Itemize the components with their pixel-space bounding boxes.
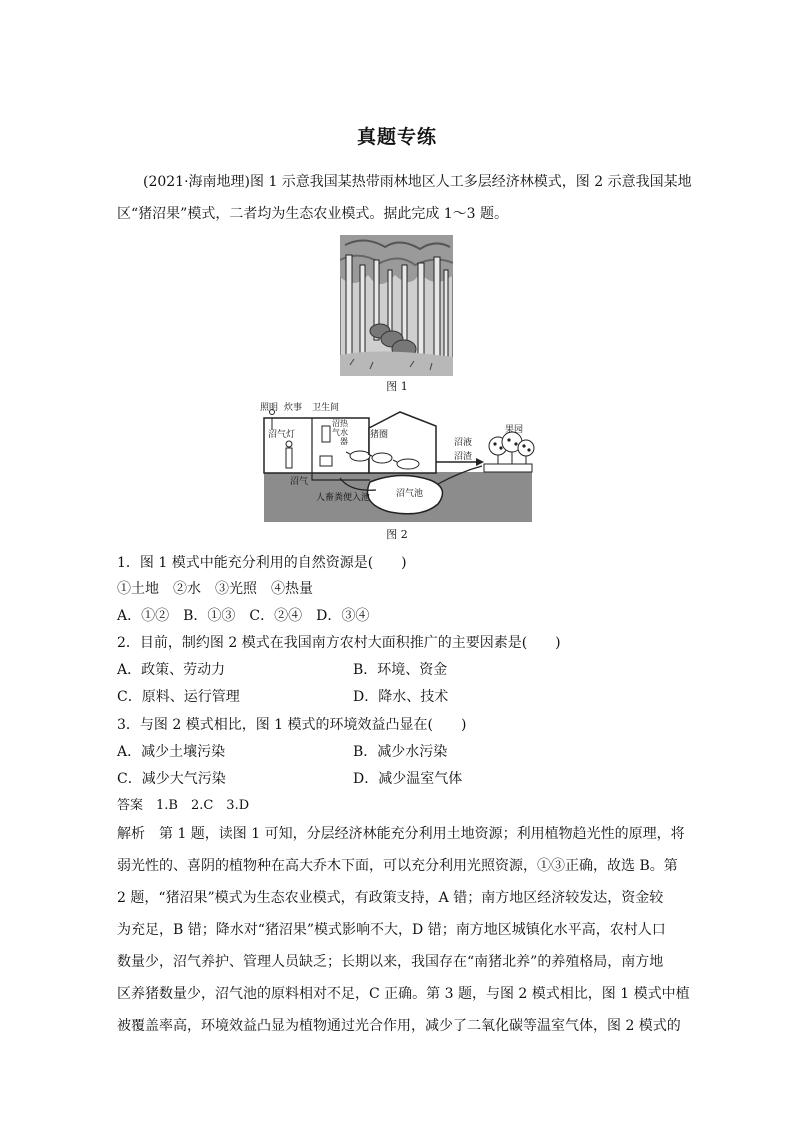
label-water-heater: 沼 气 热 水 器 bbox=[332, 419, 348, 446]
label-cooking: 炊事 bbox=[284, 403, 303, 413]
fruit-tree-icons bbox=[489, 432, 534, 464]
question-3-stem: 3．与图 2 模式相比，图 1 模式的环境效益凸显在( ) bbox=[117, 717, 467, 733]
question-1-stem: 1．图 1 模式中能充分利用的自然资源是( ) bbox=[117, 555, 407, 571]
analysis-line-7: 被覆盖率高，环境效益凸显为植物通过光合作用，减少了二氧化碳等温室气体，图 2 模式的 bbox=[117, 1018, 681, 1034]
question-1-options: A．①② B．①③ C．②④ D．③④ bbox=[117, 608, 370, 624]
analysis-line-3: 2 题，“猪沼果”模式为生态农业模式，有政策支持，A 错；南方地区经济较发达，资金较 bbox=[117, 890, 664, 906]
house bbox=[264, 418, 369, 473]
label-lighting: 照明 bbox=[260, 403, 279, 413]
label-pigsty: 猪圈 bbox=[370, 430, 389, 440]
analysis-line-6: 区养猪数量少，沼气池的原料相对不足，C 正确。第 3 题，与图 2 模式相比，图 1 模式中植 bbox=[117, 986, 690, 1002]
figure-1-caption: 图 1 bbox=[386, 380, 408, 393]
analysis-line-2: 弱光性的、喜阴的植物种在高大乔木下面，可以充分利用光照资源，①③正确，故选 B。第 bbox=[117, 858, 678, 874]
intro-line-2: 区“猪沼果”模式，二者均为生态农业模式。据此完成 1～3 题。 bbox=[117, 206, 509, 222]
analysis-line-5: 数量少，沼气养护、管理人员缺乏；长期以来，我国存在“南猪北养”的养殖格局，南方地 bbox=[117, 954, 664, 970]
question-3-option-b: B．减少水污染 bbox=[353, 744, 448, 760]
label-biogas-tank: 沼气池 bbox=[396, 489, 424, 499]
label-biogas: 沼气 bbox=[290, 477, 309, 487]
intro-line-1: (2021·海南地理)图 1 示意我国某热带雨林地区人工多层经济林模式，图 2 示意我国某地 bbox=[143, 174, 692, 190]
question-2-option-d: D．降水、技术 bbox=[353, 689, 449, 705]
flow-arrow bbox=[476, 458, 484, 466]
label-toilet: 卫生间 bbox=[312, 403, 340, 413]
label-biogas-residue: 沼渣 bbox=[454, 452, 473, 462]
question-2-stem: 2．目前，制约图 2 模式在我国南方农村大面积推广的主要因素是( ) bbox=[117, 635, 561, 651]
label-orchard: 果园 bbox=[505, 425, 524, 435]
question-1-sub: ①土地 ②水 ③光照 ④热量 bbox=[117, 581, 313, 597]
label-biogas-liquid: 沼液 bbox=[454, 438, 473, 448]
answer-line: 答案 1.B 2.C 3.D bbox=[117, 798, 250, 813]
label-biogas-lamp: 沼气灯 bbox=[268, 430, 296, 440]
question-2-option-c: C．原料、运行管理 bbox=[117, 689, 240, 705]
analysis-line-4: 为充足，B 错；降水对“猪沼果”模式影响不大，D 错；南方地区城镇化水平高，农村人口 bbox=[117, 922, 666, 938]
question-2-option-b: B．环境、资金 bbox=[353, 662, 448, 678]
figure-1-forest-image bbox=[340, 235, 453, 376]
question-3-option-c: C．减少大气污染 bbox=[117, 771, 226, 787]
figure-2-caption: 图 2 bbox=[386, 528, 408, 541]
question-3-option-d: D．减少温室气体 bbox=[353, 771, 463, 787]
figure-2-diagram bbox=[250, 400, 540, 524]
page-title: 真题专练 bbox=[356, 126, 437, 148]
label-manure-inlet: 人畜粪便入池 bbox=[316, 493, 371, 503]
question-2-option-a: A．政策、劳动力 bbox=[117, 662, 226, 678]
analysis-line-1: 解析 第 1 题，读图 1 可知，分层经济林能充分利用土地资源；利用植物趋光性的原理，将 bbox=[117, 826, 685, 842]
question-3-option-a: A．减少土壤污染 bbox=[117, 744, 226, 760]
